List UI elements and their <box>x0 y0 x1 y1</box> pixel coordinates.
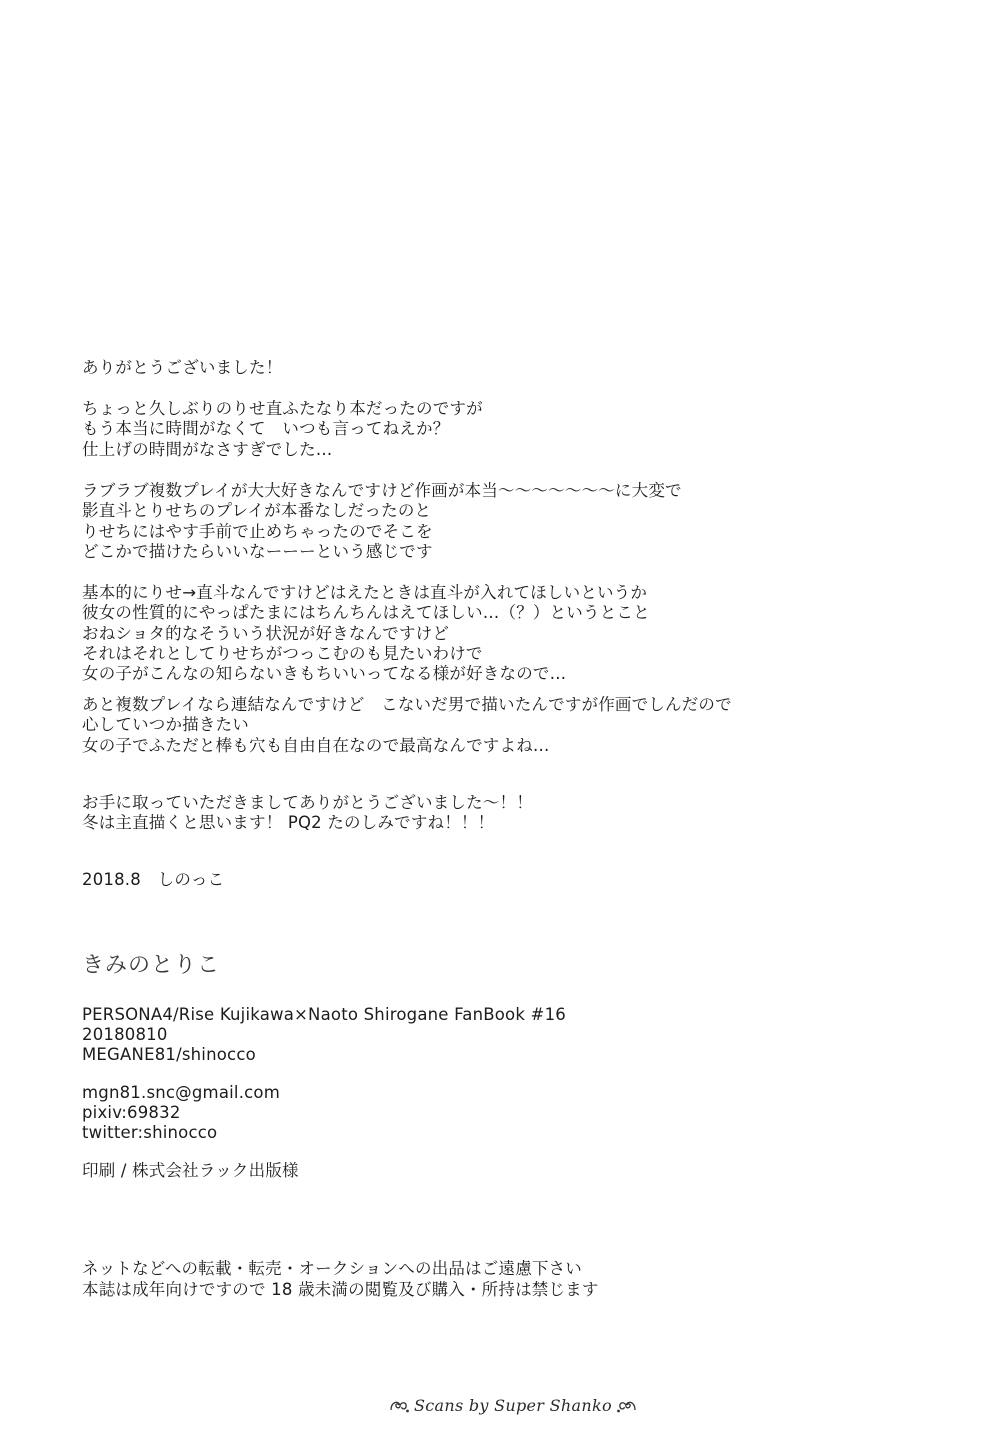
book-info-line: MEGANE81/shinocco <box>82 1045 256 1064</box>
text-line: あと複数プレイなら連結なんですけど こないだ男で描いたんですが作画でしんだので <box>82 695 732 714</box>
scan-credit <box>388 1392 638 1418</box>
afterword-paragraph-3 <box>82 583 650 684</box>
afterword-paragraph-5 <box>82 793 533 834</box>
text-line: 仕上げの時間がなさすぎでした… <box>82 439 333 459</box>
afterword-paragraph-4 <box>82 695 732 756</box>
book-info-line: 20180810 <box>82 1025 168 1044</box>
legal-notice <box>82 1259 599 1300</box>
text-line: もう本当に時間がなくて いつも言ってねえか？ <box>82 419 450 439</box>
colophon-printer <box>82 1161 299 1181</box>
book-title: きみのとりこ <box>82 953 221 978</box>
date-line: 2018.8 しのっこ <box>82 870 225 889</box>
text-line: おねショタ的なそういう状況が好きなんですけど <box>82 623 450 643</box>
text-line: ちょっと久しぶりのりせ直ふたなり本だったのですが <box>82 399 483 418</box>
notice-line: ネットなどへの転載・転売・オークションへの出品はご遠慮下さい <box>82 1259 583 1278</box>
text-line: 女の子がこんなの知らないきもちいいってなる様が好きなので… <box>82 664 567 684</box>
contact-pixiv: pixiv:69832 <box>82 1103 181 1122</box>
afterword-date-signature <box>82 870 224 890</box>
afterword-paragraph-1 <box>82 399 483 460</box>
colophon-book-info <box>82 1005 566 1065</box>
text-line: 女の子でふただと棒も穴も自由自在なので最高なんですよね… <box>82 735 550 755</box>
text-line: 冬は主直描くと思います！ PQ2 たのしみですね！！！ <box>82 813 495 833</box>
text-line: りせちにはやす手前で止めちゃったのでそこを <box>82 521 433 541</box>
afterword-thanks <box>82 358 282 378</box>
flourish-right-icon <box>616 1396 638 1414</box>
notice-line: 本誌は成年向けですので 18 歳未満の閲覧及び購入・所持は禁じます <box>82 1279 599 1299</box>
text-line: 影直斗とりせちのプレイが本番なしだったのと <box>82 501 432 521</box>
scan-credit-text: Scans by Super Shanko <box>414 1395 612 1415</box>
text-line: それはそれとしてりせちがつっこむのも見たいわけで <box>82 643 483 663</box>
text-line: ラブラブ複数プレイが大大好きなんですけど作画が本当〜〜〜〜〜〜〜に大変で <box>82 481 682 500</box>
text-line: どこかで描けたらいいなーーーという感じです <box>82 541 433 561</box>
contact-twitter: twitter:shinocco <box>82 1123 218 1142</box>
text-line: 基本的にりせ→直斗なんですけどはえたときは直斗が入れてほしいというか <box>82 583 648 602</box>
flourish-left-icon <box>388 1396 410 1414</box>
contact-email: mgn81.snc@gmail.com <box>82 1083 280 1102</box>
text-line: ありがとうございました！ <box>82 358 283 377</box>
text-line: 心していつか描きたい <box>82 715 249 735</box>
printer-line: 印刷 / 株式会社ラック出版様 <box>82 1161 299 1180</box>
text-line: 彼女の性質的にやっぱたまにはちんちんはえてほしい…（？）というとこと <box>82 603 650 623</box>
colophon-contact <box>82 1083 280 1143</box>
text-line: お手に取っていただきましてありがとうございました〜！！ <box>82 793 533 812</box>
book-info-line: PERSONA4/Rise Kujikawa×Naoto Shirogane FanBook #16 <box>82 1005 566 1024</box>
afterword-paragraph-2 <box>82 481 682 562</box>
